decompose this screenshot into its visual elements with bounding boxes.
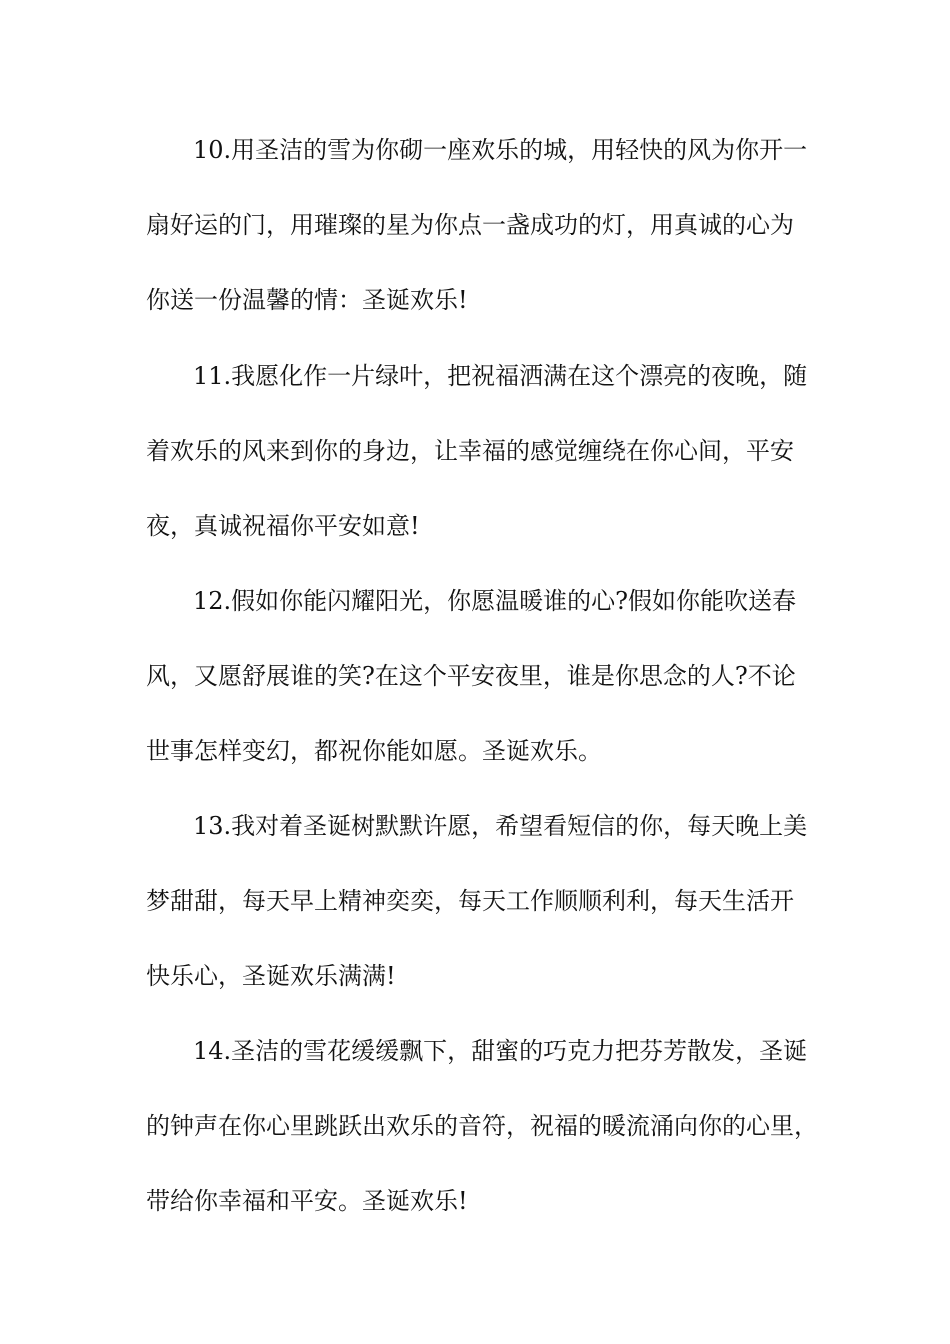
paragraph-line: 你送一份温馨的情：圣诞欢乐! <box>146 286 468 314</box>
paragraph-line: 扇好运的门，用璀璨的星为你点一盏成功的灯，用真诚的心为 <box>146 211 794 239</box>
paragraph-line: 11.我愿化作一片绿叶，把祝福洒满在这个漂亮的夜晚，随 <box>193 362 808 390</box>
paragraph-line: 10.用圣洁的雪为你砌一座欢乐的城，用轻快的风为你开一 <box>193 136 808 164</box>
paragraph-line: 快乐心，圣诞欢乐满满! <box>146 962 396 990</box>
paragraph-line: 风，又愿舒展谁的笑?在这个平安夜里，谁是你思念的人?不论 <box>146 662 796 690</box>
paragraph-line: 梦甜甜，每天早上精神奕奕，每天工作顺顺利利，每天生活开 <box>146 887 794 915</box>
paragraph-line: 带给你幸福和平安。圣诞欢乐! <box>146 1187 468 1215</box>
paragraph-line: 12.假如你能闪耀阳光，你愿温暖谁的心?假如你能吹送春 <box>193 587 797 615</box>
paragraph-line: 夜，真诚祝福你平安如意! <box>146 512 420 540</box>
paragraph-line: 着欢乐的风来到你的身边，让幸福的感觉缠绕在你心间，平安 <box>146 437 794 465</box>
paragraph-line: 世事怎样变幻，都祝你能如愿。圣诞欢乐。 <box>146 737 602 765</box>
paragraph-line: 14.圣洁的雪花缓缓飘下，甜蜜的巧克力把芬芳散发，圣诞 <box>193 1037 808 1065</box>
paragraph-line: 13.我对着圣诞树默默许愿，希望看短信的你，每天晚上美 <box>193 812 808 840</box>
paragraph-line: 的钟声在你心里跳跃出欢乐的音符，祝福的暖流涌向你的心里， <box>146 1112 818 1140</box>
